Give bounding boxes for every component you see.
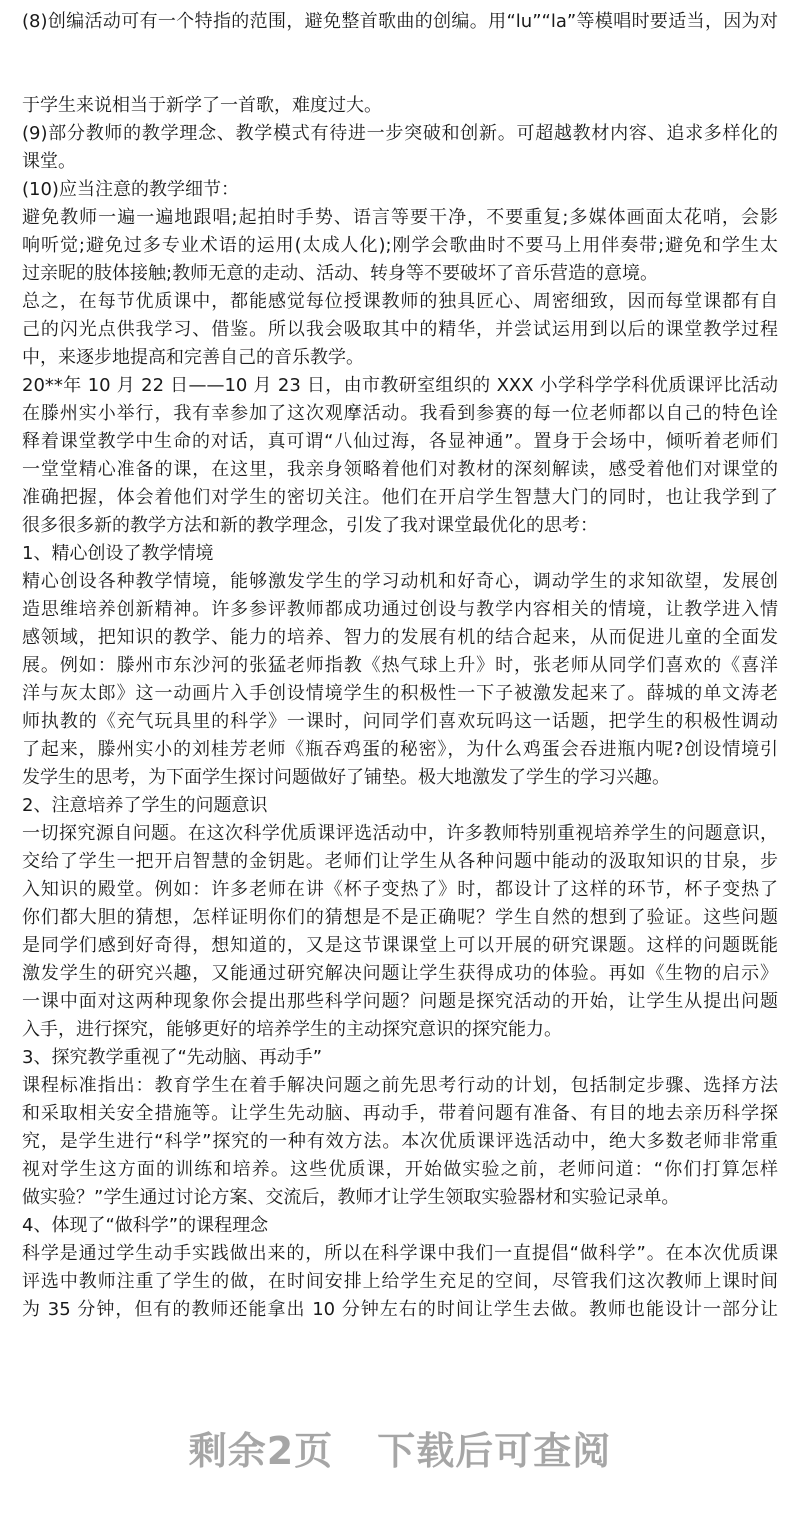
text-line: 课堂。	[22, 151, 76, 172]
text-line: 视对学生这方面的训练和培养。这些优质课，开始做实验之前，老师问道：“你们打算怎样	[22, 1159, 778, 1180]
text-line: 于学生来说相当于新学了一首歌，难度过大。	[22, 95, 382, 116]
text-line: 究，是学生进行“科学”探究的一种有效方法。本次优质课评选活动中，绝大多数老师非常重	[22, 1131, 778, 1152]
text-line: 一切探究源自问题。在这次科学优质课评选活动中，许多教师特别重视培养学生的问题意识，	[22, 823, 778, 844]
text-line: 洋与灰太郎》这一动画片入手创设情境学生的积极性一下子被激发起来了。薛城的单文涛老	[22, 683, 778, 704]
text-line: 入知识的殿堂。例如：许多老师在讲《杯子变热了》时，都设计了这样的环节，杯子变热了	[22, 879, 778, 900]
text-line: 为 35 分钟，但有的教师还能拿出 10 分钟左右的时间让学生去做。教师也能设计一部分让	[22, 1299, 778, 1320]
text-line: 响听觉;避免过多专业术语的运用(太成人化);刚学会歌曲时不要马上用伴奏带;避免和学生太	[22, 235, 778, 256]
text-line: 你们都大胆的猜想，怎样证明你们的猜想是不是正确呢？学生自然的想到了验证。这些问题	[22, 907, 778, 928]
text-line: 2、注意培养了学生的问题意识	[22, 795, 268, 816]
text-line: 己的闪光点供我学习、借鉴。所以我会吸取其中的精华，并尝试运用到以后的课堂教学过程	[22, 319, 778, 340]
text-line: (10)应当注意的教学细节：	[22, 179, 239, 200]
text-line: 1、精心创设了教学情境	[22, 543, 214, 564]
text-line: 准确把握，体会着他们对学生的密切关注。他们在开启学生智慧大门的同时，也让我学到了	[22, 487, 778, 508]
text-line: 是同学们感到好奇得，想知道的，又是这节课课堂上可以开展的研究课题。这样的问题既能	[22, 935, 778, 956]
text-line: 师执教的《充气玩具里的科学》一课时，问同学们喜欢玩吗这一话题，把学生的积极性调动	[22, 711, 778, 732]
text-line: (9)部分教师的教学理念、教学模式有待进一步突破和创新。可超越教材内容、追求多样化的	[22, 123, 778, 144]
text-line: 一堂堂精心准备的课，在这里，我亲身领略着他们对教材的深刻解读，感受着他们对课堂的	[22, 459, 778, 480]
text-line: 20**年 10 月 22 日——10 月 23 日，由市教研室组织的 XXX 小学科学学科优质课评比活动	[22, 375, 778, 396]
text-line: 和采取相关安全措施等。让学生先动脑、再动手，带着问题有准备、有目的地去亲历科学探	[22, 1103, 778, 1124]
text-line: 造思维培养创新精神。许多参评教师都成功通过创设与教学内容相关的情境，让教学进入情	[22, 599, 778, 620]
text-line: 科学是通过学生动手实践做出来的，所以在科学课中我们一直提倡“做科学”。在本次优质课	[22, 1243, 778, 1264]
text-line: 很多很多新的教学方法和新的教学理念，引发了我对课堂最优化的思考：	[22, 515, 598, 536]
text-line: 课程标准指出：教育学生在着手解决问题之前先思考行动的计划，包括制定步骤、选择方法	[22, 1075, 778, 1096]
text-line: 感领域，把知识的教学、能力的培养、智力的发展有机的结合起来，从而促进儿童的全面发	[22, 627, 778, 648]
remaining-pages-label: 剩余2页	[188, 1429, 334, 1473]
text-line: 展。例如：滕州市东沙河的张猛老师指教《热气球上升》时，张老师从同学们喜欢的《喜洋	[22, 655, 778, 676]
text-line: 释着课堂教学中生命的对话，真可谓“八仙过海，各显神通”。置身于会场中，倾听着老师们	[22, 431, 778, 452]
text-line: 过亲昵的肢体接触;教师无意的走动、活动、转身等不要破坏了音乐营造的意境。	[22, 263, 659, 284]
document-text-main	[22, 92, 778, 1324]
download-prompt[interactable]	[0, 1420, 800, 1475]
text-line: 做实验？”学生通过讨论方案、交流后，教师才让学生领取实验器材和实验记录单。	[22, 1187, 680, 1208]
text-line: 评选中教师注重了学生的做，在时间安排上给学生充足的空间，尽管我们这次教师上课时间	[22, 1271, 778, 1292]
download-to-view-label: 下载后可查阅	[377, 1429, 612, 1473]
text-line: 4、体现了“做科学”的课程理念	[22, 1215, 269, 1236]
text-line: 交给了学生一把开启智慧的金钥匙。老师们让学生从各种问题中能动的汲取知识的甘泉，步	[22, 851, 778, 872]
text-line: 激发学生的研究兴趣，又能通过研究解决问题让学生获得成功的体验。再如《生物的启示》	[22, 963, 778, 984]
text-line: 总之，在每节优质课中，都能感觉每位授课教师的独具匠心、周密细致，因而每堂课都有自	[22, 291, 778, 312]
document-text-top	[22, 8, 778, 36]
text-line: 发学生的思考，为下面学生探讨问题做好了铺垫。极大地激发了学生的学习兴趣。	[22, 767, 670, 788]
text-line: 了起来，滕州实小的刘桂芳老师《瓶吞鸡蛋的秘密》，为什么鸡蛋会吞进瓶内呢?创设情境引	[22, 739, 778, 760]
text-line: 在滕州实小举行，我有幸参加了这次观摩活动。我看到参赛的每一位老师都以自己的特色诠	[22, 403, 778, 424]
text-line: 一课中面对这两种现象你会提出那些科学问题？问题是探究活动的开始，让学生从提出问题	[22, 991, 778, 1012]
text-line: 避免教师一遍一遍地跟唱;起拍时手势、语言等要干净，不要重复;多媒体画面太花哨，会影	[22, 207, 778, 228]
text-line: 精心创设各种教学情境，能够激发学生的学习动机和好奇心，调动学生的求知欲望，发展创	[22, 571, 778, 592]
text-line: 3、探究教学重视了“先动脑、再动手”	[22, 1047, 323, 1068]
text-line: 中，来逐步地提高和完善自己的音乐教学。	[22, 347, 364, 368]
text-line: 入手，进行探究，能够更好的培养学生的主动探究意识的探究能力。	[22, 1019, 562, 1040]
text-line: (8)创编活动可有一个特指的范围，避免整首歌曲的创编。用“lu”“la”等模唱时要适当，因为对	[22, 11, 778, 32]
